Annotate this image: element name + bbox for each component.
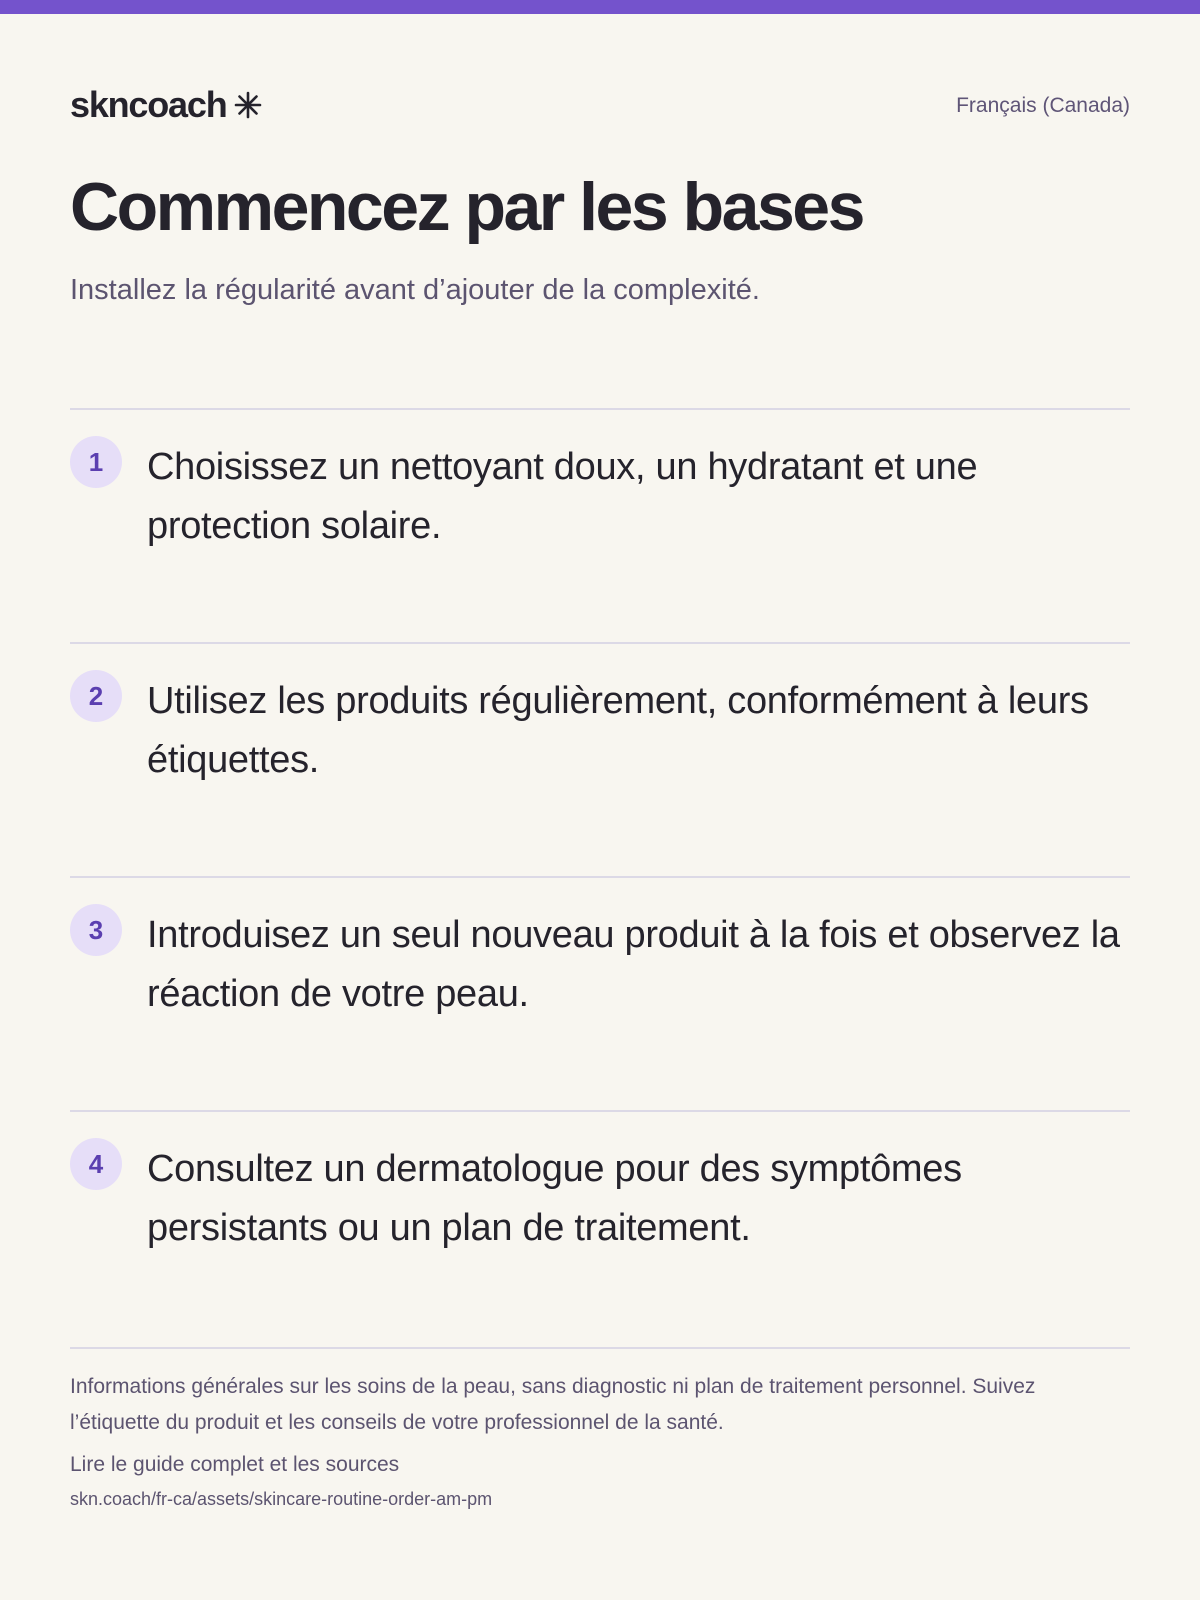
step-text: Consultez un dermatologue pour des symptômes persistants ou un plan de traitement. <box>147 1148 962 1249</box>
page-subtitle: Installez la régularité avant d’ajouter de la complexité. <box>70 274 760 306</box>
asterisk-icon <box>234 91 262 119</box>
step-text: Utilisez les produits régulièrement, conformément à leurs étiquettes. <box>147 680 1089 781</box>
step-number-badge: 4 <box>70 1138 122 1190</box>
step-item <box>70 408 1130 642</box>
step-text: Introduisez un seul nouveau produit à la fois et observez la réaction de votre peau. <box>147 914 1120 1015</box>
accent-top-bar <box>0 0 1200 14</box>
step-number-badge: 2 <box>70 670 122 722</box>
step-number-badge: 3 <box>70 904 122 956</box>
guide-url: skn.coach/fr-ca/assets/skincare-routine-order-am-pm <box>70 1489 493 1509</box>
step-number-badge: 1 <box>70 436 122 488</box>
step-item <box>70 642 1130 876</box>
brand-logo[interactable] <box>70 84 262 126</box>
steps-list <box>70 408 1130 1344</box>
disclaimer-text: Informations générales sur les soins de la peau, sans diagnostic ni plan de traitement personnel. Suivez l’étiquette du produit et les conseils de votre professionnel de la santé. <box>70 1375 1036 1434</box>
language-selector[interactable]: Français (Canada) <box>956 94 1130 117</box>
full-guide-link[interactable]: Lire le guide complet et les sources <box>70 1453 400 1476</box>
step-item <box>70 876 1130 1110</box>
page-title: Commencez par les bases <box>70 169 863 245</box>
footer <box>70 1347 1130 1510</box>
header <box>70 84 1130 134</box>
brand-name: skncoach <box>70 84 227 125</box>
step-item <box>70 1110 1130 1344</box>
step-text: Choisissez un nettoyant doux, un hydratant et une protection solaire. <box>147 446 978 547</box>
